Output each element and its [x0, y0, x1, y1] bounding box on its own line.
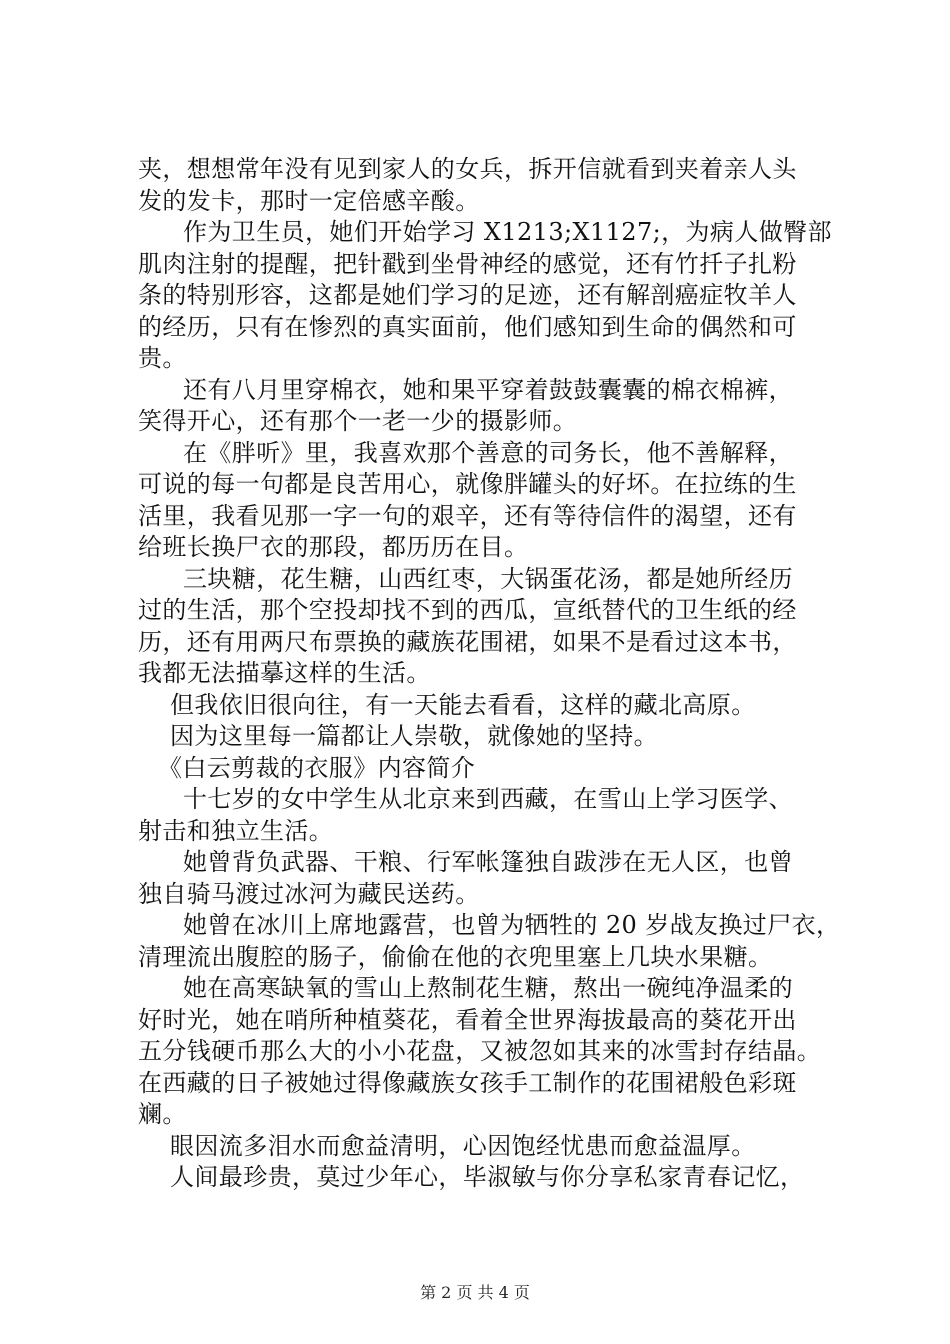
text-line: 笑得开心，还有那个一老一少的摄影师。 [138, 407, 578, 435]
text-line: 眼因流多泪水而愈益清明，心因饱经忧患而愈益温厚。 [170, 1131, 756, 1160]
text-line: 夹，想想常年没有见到家人的女兵，拆开信就看到夹着亲人头 [138, 155, 797, 183]
text-line: 肌肉注射的提醒，把针戳到坐骨神经的感觉，还有竹扦子扎粉 [138, 249, 797, 278]
text-line: 发的发卡，那时一定倍感辛酸。 [138, 186, 480, 215]
text-line: 斓。 [138, 1100, 187, 1128]
text-line: 贵。 [138, 344, 187, 372]
text-line: 条的特别形容，这都是她们学习的足迹，还有解剖癌症牧羊人 [138, 281, 797, 309]
text-line: 的经历，只有在惨烈的真实面前，他们感知到生命的偶然和可 [138, 312, 797, 341]
text-line: 射击和独立生活。 [138, 816, 334, 845]
text-line: 但我依旧很向往，有一天能去看看，这样的藏北高原。 [170, 690, 756, 719]
text-line: 过的生活，那个空投却找不到的西瓜，宣纸替代的卫生纸的经 [138, 596, 797, 624]
text-line: 她在高寒缺氧的雪山上熬制花生糖，熬出一碗纯净温柔的 [183, 974, 793, 1002]
text-line: 可说的每一句都是良苦用心，就像胖罐头的好坏。在拉练的生 [138, 470, 797, 498]
text-line: 好时光，她在哨所种植葵花，看着全世界海拔最高的葵花开出 [138, 1005, 797, 1034]
text-line: 十七岁的女中学生从北京来到西藏，在雪山上学习医学、 [183, 785, 793, 813]
text-line: 五分钱硬币那么大的小小花盘，又被忽如其来的冰雪封存结晶。 [138, 1037, 822, 1065]
text-line: 作为卫生员，她们开始学习 X1213;X1127;，为病人做臀部 [183, 218, 832, 246]
text-line: 独自骑马渡过冰河为藏民送药。 [138, 879, 480, 908]
text-line: 她曾在冰川上席地露营，也曾为牺牲的 20 岁战友换过尸衣， [183, 911, 841, 939]
text-line: 三块糖，花生糖，山西红枣，大锅蛋花汤，都是她所经历 [183, 564, 793, 593]
section-heading: 《白云剪裁的衣服》内容简介 [158, 753, 476, 782]
text-line: 她曾背负武器、干粮、行军帐篷独自跋涉在无人区，也曾 [183, 848, 793, 876]
text-line: 历，还有用两尺布票换的藏族花围裙，如果不是看过这本书， [138, 627, 797, 656]
text-line: 因为这里每一篇都让人崇敬，就像她的坚持。 [170, 722, 658, 750]
text-line: 清理流出腹腔的肠子，偷偷在他的衣兜里塞上几块水果糖。 [138, 942, 773, 971]
text-line: 在《胖听》里，我喜欢那个善意的司务长，他不善解释， [183, 438, 793, 467]
text-line: 我都无法描摹这样的生活。 [138, 659, 431, 687]
text-line: 在西藏的日子被她过得像藏族女孩手工制作的花围裙般色彩斑 [138, 1068, 797, 1097]
text-line: 活里，我看见那一字一句的艰辛，还有等待信件的渴望，还有 [138, 501, 797, 530]
text-line: 人间最珍贵，莫过少年心，毕淑敏与你分享私家青春记忆， [170, 1163, 805, 1191]
text-line: 还有八月里穿棉衣，她和果平穿着鼓鼓囊囊的棉衣棉裤， [183, 375, 793, 404]
page-footer: 第 2 页 共 4 页 [420, 1283, 530, 1302]
document-body [138, 154, 850, 1194]
text-line: 给班长换尸衣的那段，都历历在目。 [138, 533, 529, 561]
